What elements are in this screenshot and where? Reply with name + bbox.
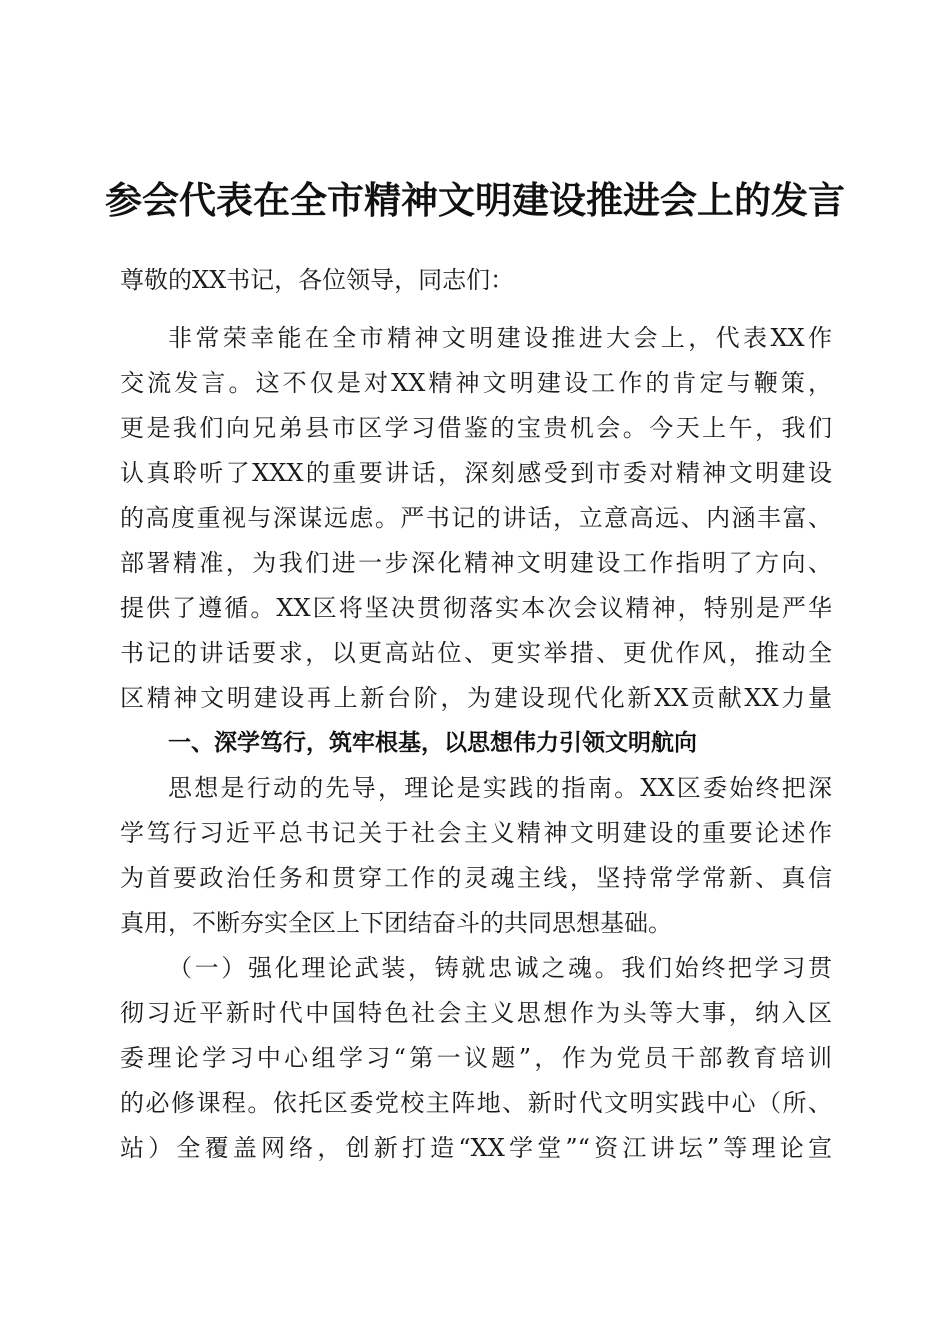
intro-line-2: 交流发言。这不仅是对XX精神文明建设工作的肯定与鞭策， bbox=[120, 369, 832, 397]
intro-line-4: 认真聆听了XXX的重要讲话，深刻感受到市委对精神文明建设 bbox=[120, 459, 832, 487]
section-1-line-1: 思想是行动的先导，理论是实践的指南。XX区委始终把深 bbox=[168, 774, 832, 802]
subsection-1-line-3: 委理论学习中心组学习“第一议题”，作为党员干部教育培训 bbox=[120, 1044, 832, 1072]
intro-line-1: 非常荣幸能在全市精神文明建设推进大会上，代表XX作 bbox=[168, 324, 832, 352]
intro-line-8: 书记的讲话要求，以更高站位、更实举措、更优作风，推动全 bbox=[120, 639, 832, 667]
section-1-heading: 一、深学笃行，筑牢根基，以思想伟力引领文明航向 bbox=[168, 730, 697, 756]
intro-line-7: 提供了遵循。XX区将坚决贯彻落实本次会议精神，特别是严华 bbox=[120, 594, 832, 622]
subsection-1-line-4: 的必修课程。依托区委党校主阵地、新时代文明实践中心（所、 bbox=[120, 1089, 832, 1117]
subsection-1-line-5: 站）全覆盖网络，创新打造“XX学堂”“资江讲坛”等理论宣 bbox=[120, 1134, 832, 1162]
section-1-line-4: 真用，不断夯实全区上下团结奋斗的共同思想基础。 bbox=[120, 909, 672, 937]
intro-line-5: 的高度重视与深谋远虑。严书记的讲话，立意高远、内涵丰富、 bbox=[120, 504, 832, 532]
intro-line-3: 更是我们向兄弟县市区学习借鉴的宝贵机会。今天上午，我们 bbox=[120, 414, 832, 442]
intro-line-6: 部署精准，为我们进一步深化精神文明建设工作指明了方向、 bbox=[120, 549, 832, 577]
subsection-1-line-1: （一）强化理论武装，铸就忠诚之魂。我们始终把学习贯 bbox=[168, 954, 832, 982]
salutation: 尊敬的XX书记，各位领导，同志们： bbox=[120, 266, 515, 294]
section-1-line-2: 学笃行习近平总书记关于社会主义精神文明建设的重要论述作 bbox=[120, 819, 832, 847]
document-title: 参会代表在全市精神文明建设推进会上的发言 bbox=[105, 178, 845, 222]
section-1-line-3: 为首要政治任务和贯穿工作的灵魂主线，坚持常学常新、真信 bbox=[120, 864, 832, 892]
subsection-1-line-2: 彻习近平新时代中国特色社会主义思想作为头等大事，纳入区 bbox=[120, 999, 832, 1027]
intro-line-9: 区精神文明建设再上新台阶，为建设现代化新XX贡献XX力量 bbox=[120, 684, 832, 712]
